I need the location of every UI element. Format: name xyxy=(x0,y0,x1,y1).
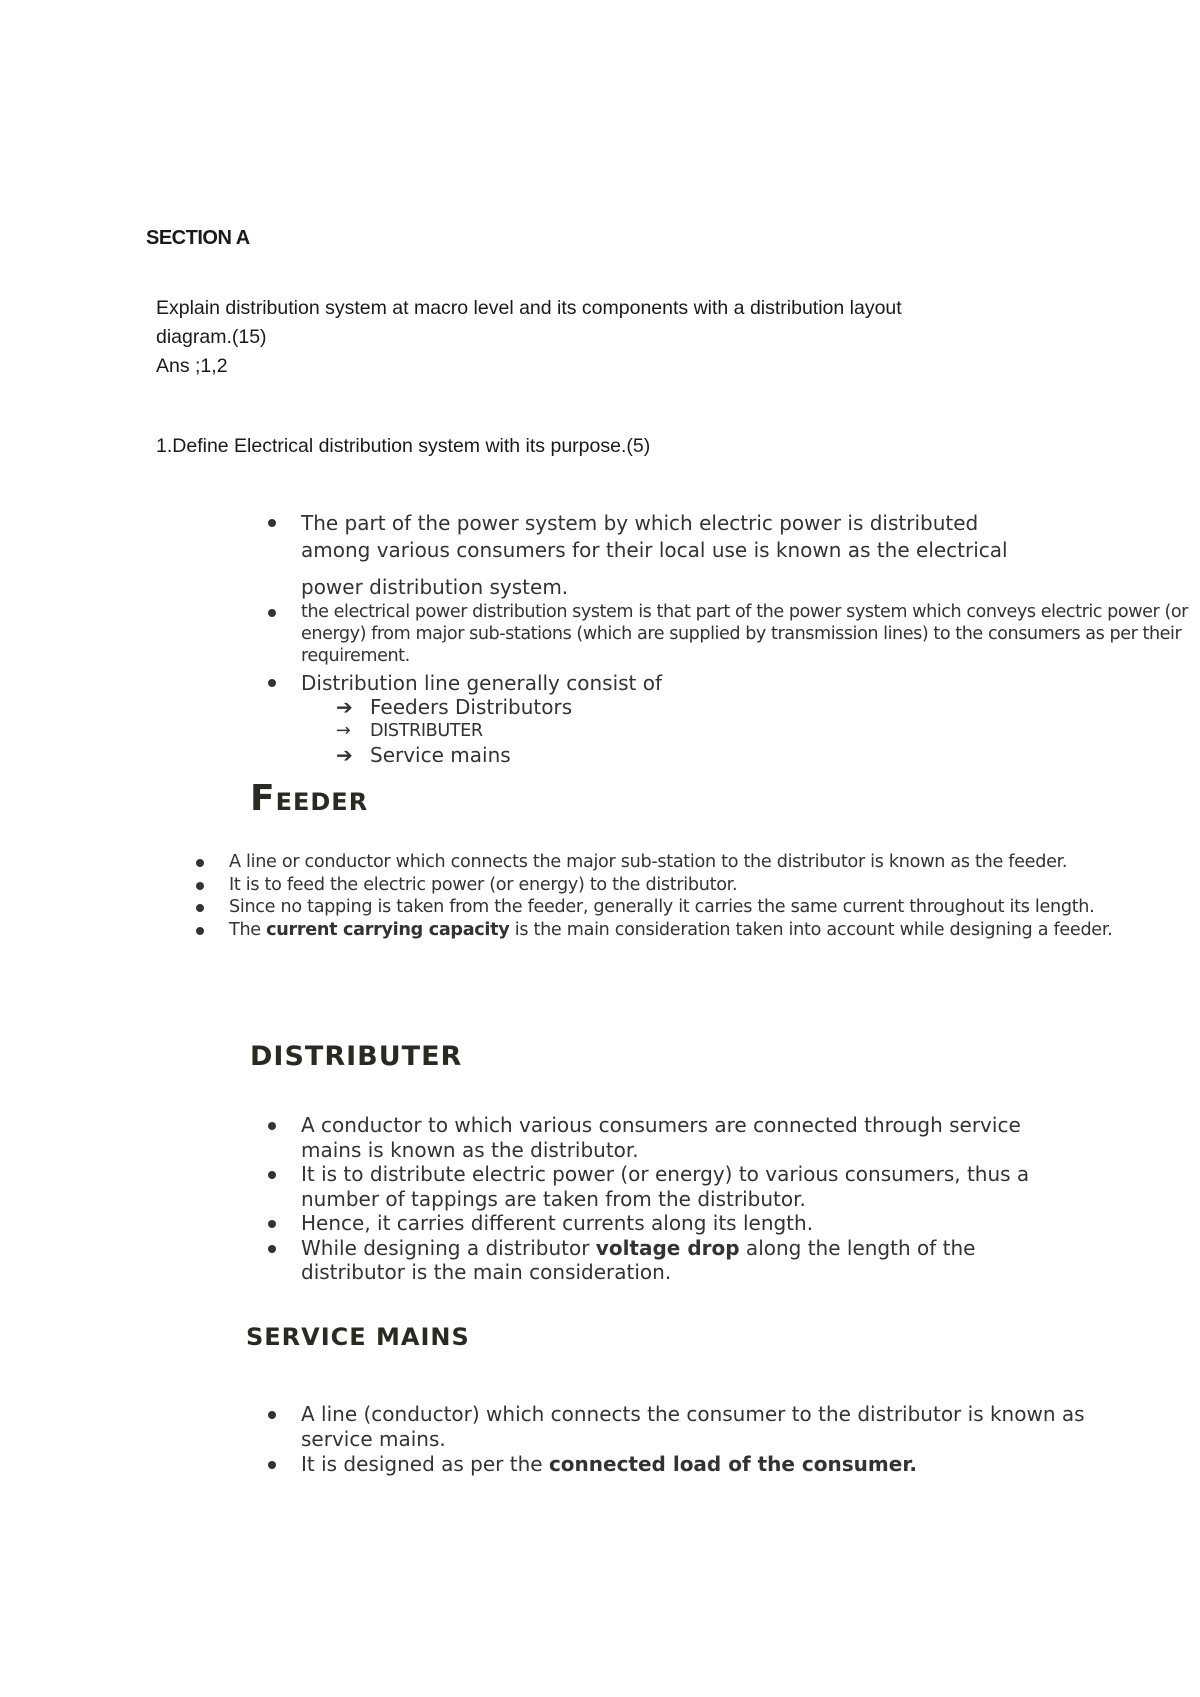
component-item xyxy=(336,742,572,768)
feeder-point-4-pre: The xyxy=(229,919,267,940)
definition-point-2: the electrical power distribution system is that part of the power system which conveys electric power (or energy) from major sub-stations (which are supplied by transmission lines) to the consumers as per their requirement. xyxy=(301,601,1200,667)
component-label: DISTRIBUTER xyxy=(370,721,483,741)
feeder-point-1: A line or conductor which connects the major sub-station to the distributor is known as the feeder. xyxy=(229,851,1191,874)
distributer-point-4-bold: voltage drop xyxy=(595,1235,740,1260)
feeder-point-4-post: is the main consideration taken into account while designing a feeder. xyxy=(509,919,1113,940)
feeder-point-2: It is to feed the electric power (or energy) to the distributor. xyxy=(229,874,1191,897)
definition-point-1-line-2: among various consumers for their local use is known as the electrical xyxy=(301,538,1008,562)
distributer-point-3: Hence, it carries different currents along its length. xyxy=(301,1211,1081,1236)
distributer-point-4-pre: While designing a distributor xyxy=(301,1235,596,1260)
feeder-heading-cap: F xyxy=(250,778,276,819)
distributer-point-4 xyxy=(301,1236,1081,1285)
definition-point-3: Distribution line generally consist of xyxy=(301,670,1200,697)
distributer-point-1: A conductor to which various consumers are connected through service mains is known as the distributor. xyxy=(301,1113,1081,1162)
distributer-list xyxy=(301,1113,1081,1285)
definition-point-1-line-3: power distribution system. xyxy=(301,575,569,599)
service-mains-heading: SERVICE MAINS xyxy=(246,1323,470,1351)
feeder-heading xyxy=(250,778,368,819)
feeder-heading-rest: EEDER xyxy=(275,788,369,816)
feeder-list xyxy=(229,851,1191,941)
question-line-1: Explain distribution system at macro level and its components with a distribution layout xyxy=(156,297,902,319)
subquestion: 1.Define Electrical distribution system with its purpose.(5) xyxy=(156,435,651,457)
definition-point-1-line-1: The part of the power system by which electric power is distributed xyxy=(301,511,979,535)
arrow-right-icon: ➔ xyxy=(336,695,353,719)
component-item xyxy=(336,720,572,742)
service-mains-point-2 xyxy=(301,1452,1101,1477)
feeder-point-4-bold: current carrying capacity xyxy=(266,919,510,940)
service-mains-list xyxy=(301,1402,1101,1477)
service-mains-point-1: A line (conductor) which connects the consumer to the distributor is known as service mains. xyxy=(301,1402,1101,1452)
answer-reference: Ans ;1,2 xyxy=(156,355,228,377)
definition-list xyxy=(301,510,1200,697)
components-list xyxy=(264,694,572,768)
feeder-point-3: Since no tapping is taken from the feeder, generally it carries the same current throughout its length. xyxy=(229,896,1191,919)
distributer-heading: DISTRIBUTER xyxy=(250,1041,463,1072)
distributer-point-2: It is to distribute electric power (or energy) to various consumers, thus a number of tappings are taken from the distributor. xyxy=(301,1162,1081,1211)
component-label: Service mains xyxy=(370,743,511,767)
question-line-2: diagram.(15) xyxy=(156,326,267,348)
service-mains-point-2-bold: connected load of the consumer. xyxy=(548,1452,917,1476)
arrow-right-icon: ➔ xyxy=(336,743,353,767)
component-label: Feeders Distributors xyxy=(370,695,573,719)
component-item xyxy=(336,694,572,720)
feeder-point-4 xyxy=(229,919,1191,942)
arrow-right-icon: → xyxy=(336,721,351,741)
distributer-point-4-post: along the length of the distributor is the main consideration. xyxy=(301,1235,976,1284)
section-title: SECTION A xyxy=(146,227,250,249)
definition-point-1 xyxy=(301,510,1200,601)
service-mains-point-2-pre: It is designed as per the xyxy=(301,1452,549,1476)
